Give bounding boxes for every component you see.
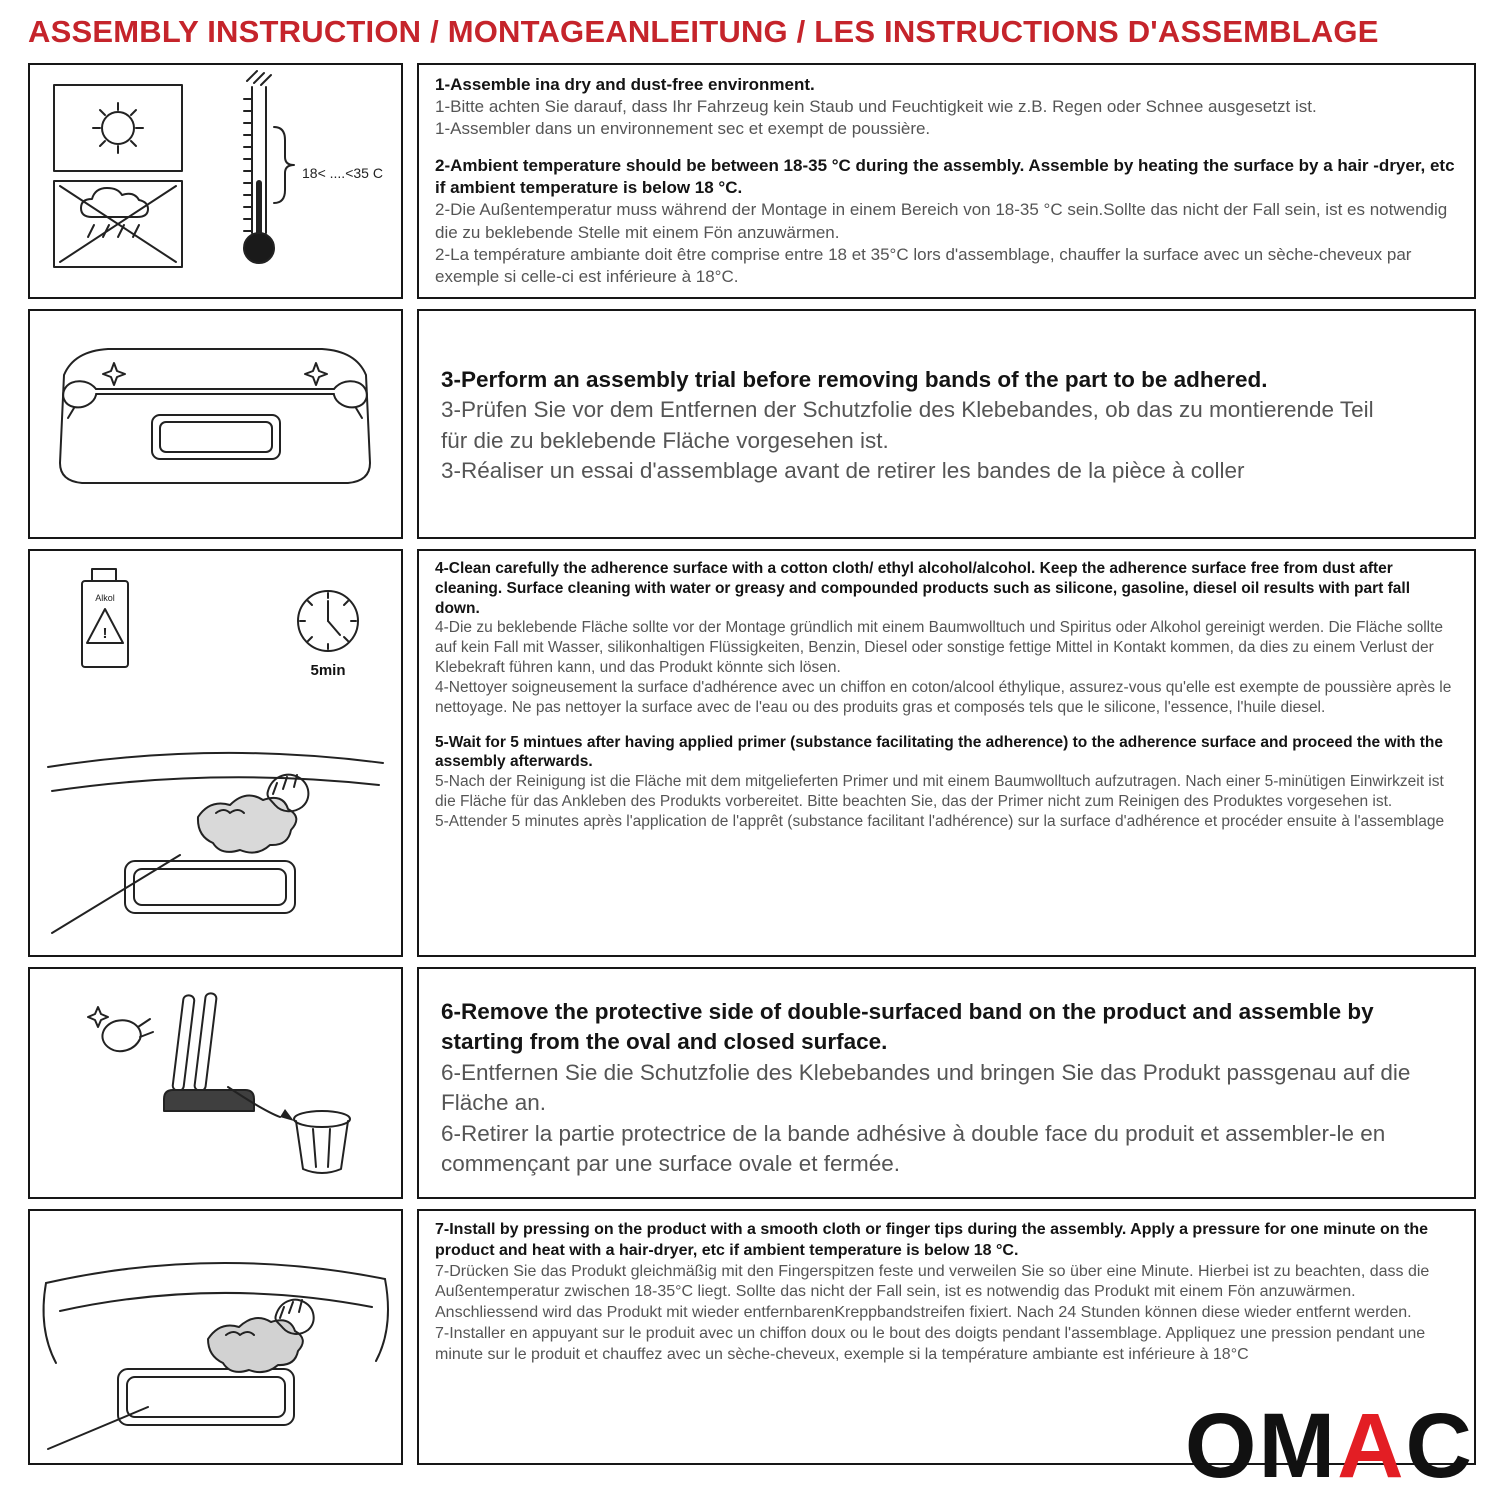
step-5-en: 5-Wait for 5 mintues after having applied primer (substance facilitating the adherence) to the adherence surface and proceed the with the assembly afterwards. <box>435 733 1443 771</box>
instructions-step-4-5 <box>417 549 1476 957</box>
logo-letter-a: A <box>1337 1395 1406 1497</box>
step-6-en: 6-Remove the protective side of double-surfaced band on the product and assemble by starting from the oval and closed surface. <box>441 999 1374 1055</box>
warning-mark: ! <box>102 625 108 642</box>
step-1-en: 1-Assemble ina dry and dust-free environment. <box>435 75 815 94</box>
environment-illustration-svg <box>30 65 401 297</box>
no-rain-icon <box>60 186 176 262</box>
step-7-en: 7-Install by pressing on the product with a smooth cloth or finger tips during the assembly. Apply a pressure for one minute on the product and heat with a hair-dryer, etc if ambient temperature is below 18 °C. <box>435 1221 1428 1259</box>
assembly-trial-svg <box>30 311 401 537</box>
logo-letters-om: OM <box>1184 1395 1338 1497</box>
step-row-2 <box>28 309 1476 539</box>
sun-frame <box>54 85 182 171</box>
illustration-press-install <box>28 1209 403 1465</box>
step-3-en: 3-Perform an assembly trial before removing bands of the part to be adhered. <box>441 367 1268 392</box>
surface-wipe-scene <box>48 753 383 933</box>
adhesive-band <box>96 389 334 394</box>
arrowhead <box>280 1109 294 1121</box>
step-2-de: 2-Die Außentemperatur muss während der Montage in einem Bereich von 18-35 °C sein.Sollte das nicht der Fall sein, ist es notwendig die zu beklebende Stelle mit einem Fön anzuwärmen. <box>435 200 1448 242</box>
step-3-de: 3-Prüfen Sie vor dem Entfernen der Schutzfolie des Klebebandes, ob das zu montierende Teil für die zu beklebende Fläche vorgesehen ist. <box>441 397 1374 453</box>
step-row-4 <box>28 967 1476 1199</box>
step-7-de: 7-Drücken Sie das Produkt gleichmäßig mit den Fingerspitzen feste und verweilen Sie so über eine Minute. Hierbei ist zu beachten, dass die Außentemperatur zwischen 18-35°C liegt. Sollte das nicht der Fall sein, ist es notwendig das Produkt mit einem Fön anzuwärmen. Anschliessend wird das Produkt mit wieder entfernbarenKreppbandstreifen fixiert. Nach 24 Stunden können diese wieder entfernt werden. <box>435 1262 1430 1322</box>
right-hand-icon <box>334 381 367 418</box>
step-1-fr: 1-Assembler dans un environnement sec et exempt de poussière. <box>435 119 931 139</box>
step-row-3 <box>28 549 1476 957</box>
alcohol-bottle-icon <box>82 569 128 667</box>
step-row-1 <box>28 63 1476 299</box>
instructions-step-3 <box>417 309 1476 539</box>
trash-can-icon <box>294 1111 350 1173</box>
cloth-icon <box>208 1318 303 1372</box>
timer-label: 5min <box>310 662 346 679</box>
logo-letter-c: C <box>1405 1395 1474 1497</box>
step-3-fr: 3-Réaliser un essai d'assemblage avant de retirer les bandes de la pièce à coller <box>441 458 1245 484</box>
step-1-de: 1-Bitte achten Sie darauf, dass Ihr Fahrzeug kein Staub und Feuchtigkeit wie z.B. Regen oder Schnee ausgesetzt ist. <box>435 97 1317 117</box>
illustration-assembly-trial <box>28 309 403 539</box>
step-6-de: 6-Entfernen Sie die Schutzfolie des Klebebandes und bringen Sie das Produkt passgenau auf die Fläche an. <box>441 1059 1411 1116</box>
sun-icon <box>93 103 143 153</box>
cloth-icon <box>198 796 296 853</box>
protective-strips-icon <box>172 993 217 1092</box>
sparkle-icon <box>103 363 125 385</box>
step-2-fr: 2-La température ambiante doit être comprise entre 18 et 35°C lors d'assemblage, chauffer la surface avec un sèche-cheveux par exemple si celle-ci est inférieure à 18°C. <box>435 244 1412 286</box>
press-install-svg <box>30 1211 401 1463</box>
bottle-label: Alkol <box>95 593 115 603</box>
clock-icon <box>298 591 358 651</box>
step-2-en: 2-Ambient temperature should be between 18-35 °C during the assembly. Assemble by heating the surface by a hair -dryer, etc if ambient temperature is below 18 °C. <box>435 156 1455 198</box>
step-4-de: 4-Die zu beklebende Fläche sollte vor der Montage gründlich mit einem Baumwolltuch und Spiritus oder Alkohol gereinigt werden. Die Fläche sollte auf kein Fall mit Wasser, silikonhaltigen Flüssigkeiten, Benzin, Diesel oder sonstige fettige Mittel in Kontakt kommen, da dies zu einem Verlust der Klebekraft führen kann, und das Produkt könnte sich lösen. <box>435 619 1444 677</box>
instructions-step-1-2 <box>417 63 1476 299</box>
step-5-de: 5-Nach der Reinigung ist die Fläche mit dem mitgelieferten Primer und mit einem Baumwolltuch aufzutragen. Nach einer 5-minütigen Einwirkzeit ist die Fläche für das Ankleben des Produkts vorbereitet. Bitte beachten Sie, das der Primer nicht zum Reinigen des Produktes vorgesehen ist. <box>435 773 1444 811</box>
step-6-fr: 6-Retirer la partie protectrice de la bande adhésive à double face du produit et assembler-le en commençant par une surface ovale et fermée. <box>441 1120 1386 1176</box>
illustration-environment <box>28 63 403 299</box>
sparkle-icon <box>305 363 327 385</box>
sparkle-icon <box>88 1007 108 1027</box>
left-hand-icon <box>63 381 96 418</box>
illustration-remove-band <box>28 967 403 1199</box>
product-part <box>164 1090 254 1111</box>
thermometer-icon <box>244 71 294 263</box>
bumper-outline <box>60 349 370 483</box>
page-title: ASSEMBLY INSTRUCTION / MONTAGEANLEITUNG / LES INSTRUCTIONS D'ASSEMBLAGE <box>28 14 1379 49</box>
step-4-fr: 4-Nettoyer soigneusement la surface d'adhérence avec un chiffon en coton/alcool éthylique, assurez-vous qu'elle est exempte de poussière après le nettoyage. Ne pas nettoyer la surface avec de l'eau ou des produits gras et composés tels que le silicone, l'essence, l'huile diesel. <box>435 678 1452 716</box>
step-4-en: 4-Clean carefully the adherence surface with a cotton cloth/ ethyl alcohol/alcohol. Keep the adherence surface free from dust after cleaning. Surface cleaning with water or greasy and compounded products such as silicone, gasoline, diesel oil results with part fall down. <box>435 560 1411 617</box>
omac-logo <box>1184 1395 1474 1497</box>
cleaning-svg <box>30 551 401 955</box>
temperature-range-label: 18< ....<35 C <box>302 165 383 181</box>
hand-icon <box>102 1019 153 1051</box>
instructions-step-6 <box>417 967 1476 1199</box>
illustration-cleaning <box>28 549 403 957</box>
step-7-fr: 7-Installer en appuyant sur le produit avec un chiffon doux ou le bout des doigts pendant l'assemblage. Appliquez une pression pendant une minute sur le produit et chauffez avec un sèche-cheveux, exemple si la température ambiante est inférieure à 18°C <box>435 1324 1426 1363</box>
remove-band-svg <box>30 969 401 1197</box>
step-5-fr: 5-Attender 5 minutes après l'application de l'apprêt (substance facilitant l'adhérence) sur la surface d'adhérence et procéder ensuite à l'assemblage <box>435 812 1445 830</box>
